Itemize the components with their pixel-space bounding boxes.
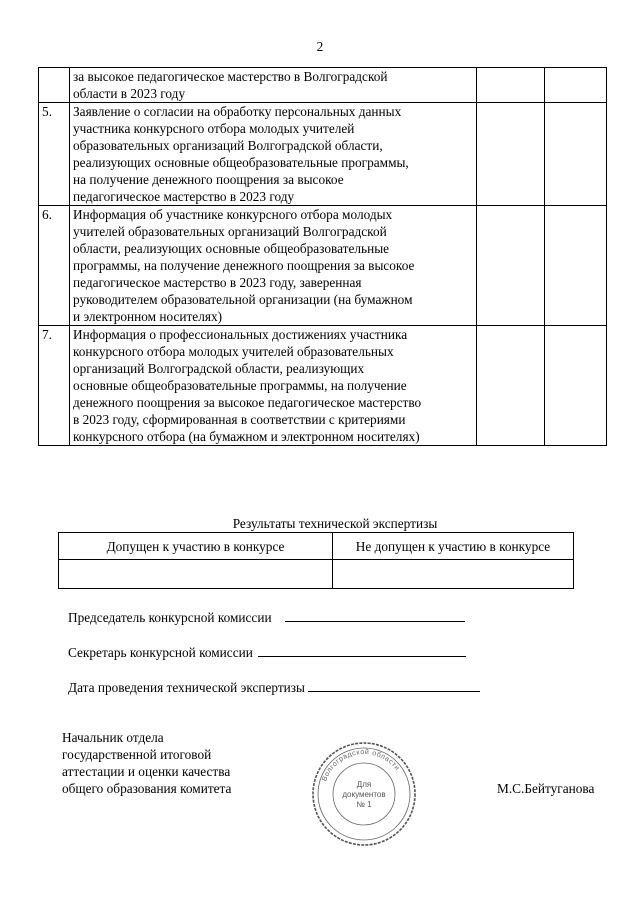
description-line: организаций Волгоградской области, реализующих bbox=[73, 361, 365, 376]
head-title-line: государственной итоговой bbox=[62, 747, 212, 762]
note-cell bbox=[545, 68, 607, 103]
mark-cell bbox=[477, 68, 545, 103]
mark-cell bbox=[477, 103, 545, 206]
note-cell bbox=[545, 326, 607, 446]
documents-table bbox=[38, 67, 607, 446]
svg-text:документов: документов bbox=[342, 790, 386, 799]
description-line: области в 2023 году bbox=[73, 86, 186, 101]
secretary-line bbox=[68, 642, 466, 661]
not-admitted-header: Не допущен к участию в конкурсе bbox=[333, 533, 574, 560]
chairman-signature-blank bbox=[285, 607, 465, 622]
mark-cell bbox=[477, 206, 545, 326]
description-line: педагогическое мастерство в 2023 году bbox=[73, 189, 295, 204]
table-row bbox=[39, 103, 607, 206]
stamp-seal bbox=[310, 740, 418, 848]
document-description bbox=[70, 103, 477, 206]
description-line: области, реализующих основные общеобразовательные bbox=[73, 241, 390, 256]
chairman-label: Председатель конкурсной комиссии bbox=[68, 610, 272, 625]
description-line: конкурсного отбора молодых учителей образовательных bbox=[73, 344, 394, 359]
description-line: Информация об участнике конкурсного отбора молодых bbox=[73, 207, 393, 222]
date-line bbox=[68, 677, 480, 696]
svg-text:№ 1: № 1 bbox=[356, 800, 372, 809]
page-number: 2 bbox=[316, 39, 324, 54]
head-title-line: общего образования комитета bbox=[62, 781, 232, 796]
row-number bbox=[39, 68, 70, 103]
description-line: Заявление о согласии на обработку персональных данных bbox=[73, 104, 402, 119]
note-cell bbox=[545, 206, 607, 326]
description-line: руководителем образовательной организации (на бумажном bbox=[73, 292, 413, 307]
description-line: денежного поощрения за высокое педагогическое мастерство bbox=[73, 395, 422, 410]
document-description bbox=[70, 326, 477, 446]
row-number: 6. bbox=[39, 206, 70, 326]
row-number: 5. bbox=[39, 103, 70, 206]
description-line: конкурсного отбора (на бумажном и электронном носителях) bbox=[73, 429, 420, 444]
description-line: реализующих основные общеобразовательные программы, bbox=[73, 155, 409, 170]
description-line: участника конкурсного отбора молодых учителей bbox=[73, 121, 355, 136]
secretary-signature-blank bbox=[258, 642, 466, 657]
date-blank bbox=[308, 677, 480, 692]
description-line: основные общеобразовательные программы, на получение bbox=[73, 378, 407, 393]
row-number: 7. bbox=[39, 326, 70, 446]
svg-text:Волгоградской области: Волгоградской области bbox=[321, 748, 401, 783]
document-description bbox=[70, 206, 477, 326]
mark-cell bbox=[477, 326, 545, 446]
head-title-line: Начальник отдела bbox=[62, 730, 164, 745]
results-title: Результаты технической экспертизы bbox=[232, 516, 438, 531]
admitted-header: Допущен к участию в конкурсе bbox=[59, 533, 333, 560]
results-table bbox=[58, 532, 574, 589]
admitted-cell bbox=[59, 560, 333, 589]
description-line: на получение денежного поощрения за высокое bbox=[73, 172, 344, 187]
description-line: Информация о профессиональных достижениях участника bbox=[73, 327, 408, 342]
description-line: в 2023 году, сформированная в соответствии с критериями bbox=[73, 412, 406, 427]
description-line: учителей образовательных организаций Волгоградской bbox=[73, 224, 387, 239]
note-cell bbox=[545, 103, 607, 206]
table-row bbox=[39, 206, 607, 326]
date-label: Дата проведения технической экспертизы bbox=[68, 680, 305, 695]
document-description bbox=[70, 68, 477, 103]
description-line: образовательных организаций Волгоградской области, bbox=[73, 138, 383, 153]
head-title-line: аттестации и оценки качества bbox=[62, 764, 231, 779]
description-line: педагогическое мастерство в 2023 году, заверенная bbox=[73, 275, 362, 290]
secretary-label: Секретарь конкурсной комиссии bbox=[68, 645, 253, 660]
svg-text:Для: Для bbox=[356, 780, 372, 789]
not-admitted-cell bbox=[333, 560, 574, 589]
table-row bbox=[39, 68, 607, 103]
table-row bbox=[39, 326, 607, 446]
head-name: М.С.Бейтуганова bbox=[497, 781, 595, 796]
description-line: и электронном носителях) bbox=[73, 309, 223, 324]
description-line: программы, на получение денежного поощрения за высокое bbox=[73, 258, 415, 273]
head-position bbox=[62, 729, 292, 797]
description-line: за высокое педагогическое мастерство в Волгоградской bbox=[73, 69, 388, 84]
chairman-line bbox=[68, 607, 465, 626]
